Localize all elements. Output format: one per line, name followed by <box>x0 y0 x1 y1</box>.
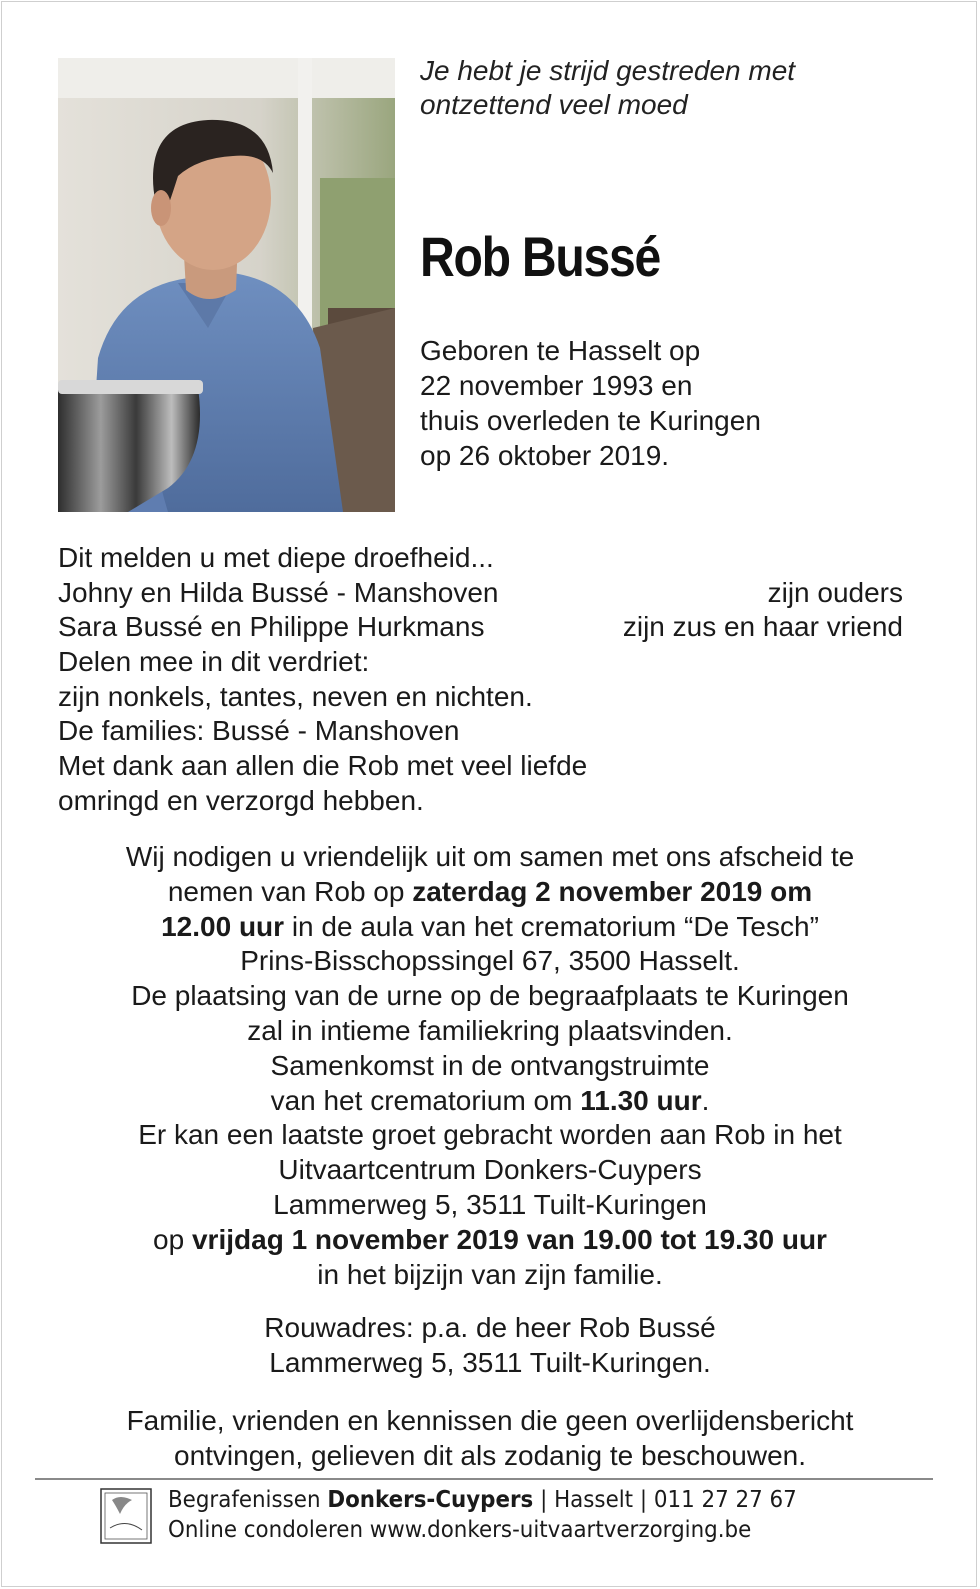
family-relation: zijn zus en haar vriend <box>622 611 903 643</box>
family-member-name: Johny en Hilda Bussé - Manshoven <box>58 576 499 608</box>
invite-line: De plaatsing van de urne op de begraafplaats te Kuringen <box>131 980 849 1012</box>
invite-line: Er kan een laatste groet gebracht worden aan Rob in het <box>138 1119 842 1151</box>
invite-line: in het bijzijn van zijn familie. <box>317 1258 663 1290</box>
invite-text: op <box>153 1223 192 1255</box>
note-line: ontvingen, gelieven dit als zodanig te beschouwen. <box>174 1439 806 1471</box>
invite-line: Samenkomst in de ontvangstruimte <box>270 1049 710 1081</box>
invite-date: zaterdag 2 november 2019 om <box>412 875 813 907</box>
invite-line <box>20 1223 960 1258</box>
invite-line: Uitvaartcentrum Donkers-Cuypers <box>278 1154 702 1186</box>
invite-line: Lammerweg 5, 3511 Tuilt-Kuringen <box>273 1188 707 1220</box>
invite-line <box>20 1084 960 1119</box>
company-name: Donkers-Cuypers <box>327 1487 534 1513</box>
family-line: Met dank aan allen die Rob met veel liefde <box>58 750 588 782</box>
invite-text: van het crematorium om <box>270 1084 581 1116</box>
funeral-home-footer <box>168 1485 875 1545</box>
visitation-datetime: vrijdag 1 november 2019 van 19.00 tot 19.30 uur <box>191 1223 827 1255</box>
divider <box>35 1478 933 1480</box>
birth-death-info <box>420 333 960 473</box>
funeral-home-logo <box>100 1488 152 1544</box>
invite-text: in de aula van het crematorium “De Tesch” <box>284 910 819 942</box>
invite-line <box>20 910 960 945</box>
online-condolence-link[interactable]: Online condoleren www.donkers-uitvaartverzorging.be <box>168 1517 752 1543</box>
family-line: De families: Bussé - Manshoven <box>58 715 460 747</box>
invite-text: nemen van Rob op <box>167 875 413 907</box>
funeral-home-contact <box>168 1485 875 1515</box>
invite-line <box>20 875 960 910</box>
gathering-time: 11.30 uur <box>580 1084 702 1116</box>
footer-text: | Hasselt | 011 27 27 67 <box>533 1487 797 1513</box>
address-line: Rouwadres: p.a. de heer Rob Bussé <box>264 1312 716 1343</box>
family-line: omringd en verzorgd hebben. <box>58 784 424 816</box>
quote-line: Je hebt je strijd gestreden met <box>420 55 796 86</box>
invite-line: zal in intieme familiekring plaatsvinden. <box>247 1014 733 1046</box>
deceased-name: Rob Bussé <box>420 225 660 288</box>
family-member-name: Sara Bussé en Philippe Hurkmans <box>58 611 485 643</box>
portrait-photo <box>58 58 395 512</box>
family-row-parents <box>58 576 903 611</box>
quote-line: ontzettend veel moed <box>420 89 688 120</box>
bio-line: 22 november 1993 en <box>420 370 693 401</box>
ceremony-invitation <box>20 840 960 1292</box>
family-intro: Dit melden u met diepe droefheid... <box>58 542 494 573</box>
memorial-quote <box>420 54 940 122</box>
bio-line: op 26 oktober 2019. <box>420 440 670 471</box>
invite-line: Prins-Bisschopssingel 67, 3500 Hasselt. <box>240 945 740 977</box>
closing-note <box>20 1404 960 1474</box>
footer-text: Begrafenissen <box>168 1487 328 1513</box>
invite-text: . <box>701 1084 710 1116</box>
mourning-address <box>20 1311 960 1381</box>
family-relation: zijn ouders <box>767 576 903 608</box>
family-announcement <box>58 541 903 819</box>
invite-time: 12.00 uur <box>161 910 285 942</box>
invite-line: Wij nodigen u vriendelijk uit om samen met ons afscheid te <box>125 841 855 872</box>
family-line: Delen mee in dit verdriet: <box>58 646 370 678</box>
note-line: Familie, vrienden en kennissen die geen overlijdensbericht <box>126 1405 854 1436</box>
address-line: Lammerweg 5, 3511 Tuilt-Kuringen. <box>269 1346 711 1378</box>
bio-line: Geboren te Hasselt op <box>420 335 701 366</box>
bio-line: thuis overleden te Kuringen <box>420 405 761 436</box>
family-line: zijn nonkels, tantes, neven en nichten. <box>58 680 533 712</box>
family-row-sister <box>58 610 903 645</box>
